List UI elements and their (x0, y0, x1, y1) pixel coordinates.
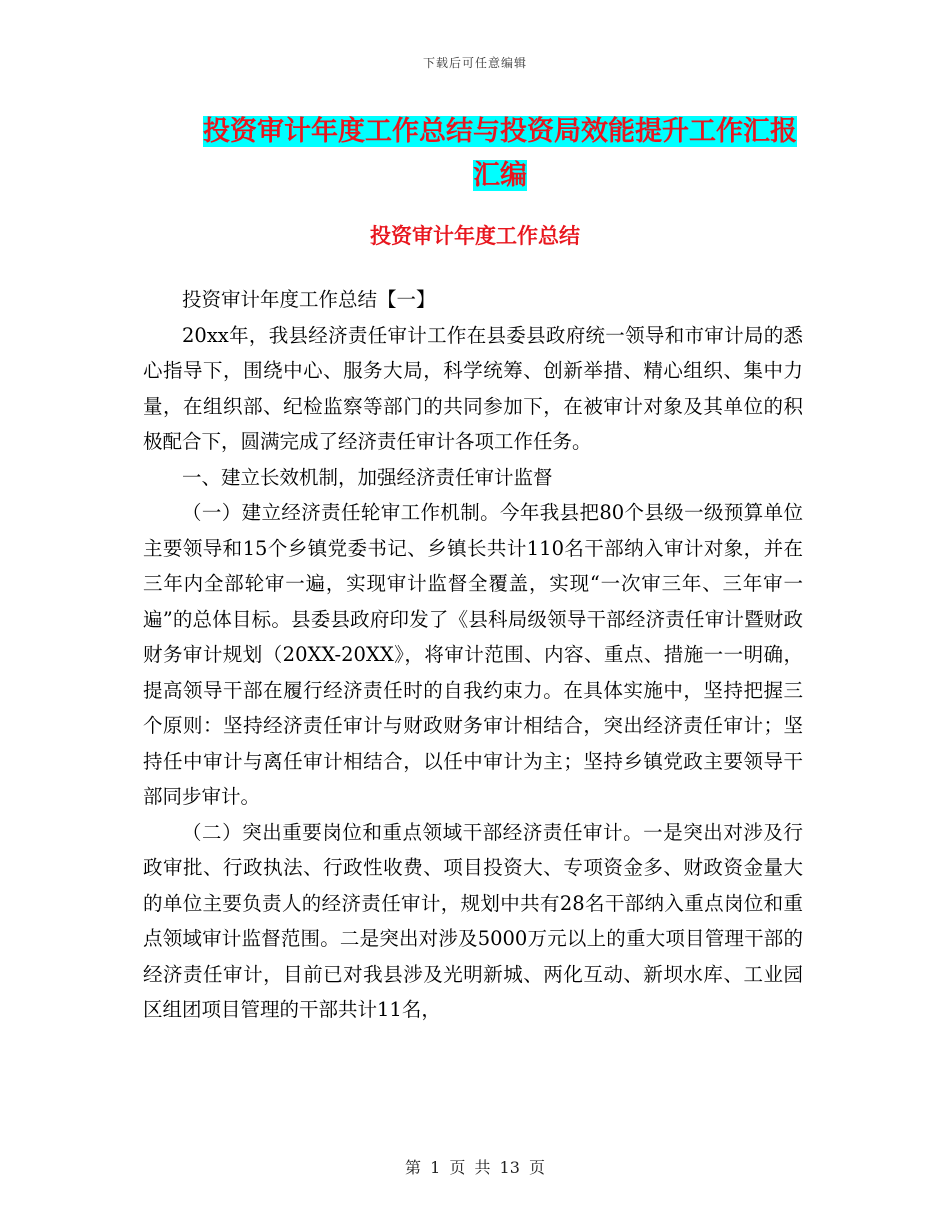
paragraph: （二）突出重要岗位和重点领域干部经济责任审计。一是突出对涉及行政审批、行政执法、行政性收费、项目投资大、专项资金多、财政资金量大的单位主要负责人的经济责任审计，规划中共有28名干部纳入重点岗位和重点领域审计监督范围。二是突出对涉及5000万元以上的重大项目管理干部的经济责任审计，目前已对我县涉及光明新城、两化互动、新坝水库、工业园区组团项目管理的干部共计11名， (143, 820, 803, 1021)
document-title (190, 110, 810, 198)
paragraph-heading: 一、建立长效机制，加强经济责任审计监督 (182, 465, 553, 489)
section-title: 投资审计年度工作总结 (370, 224, 580, 248)
paragraph-subheading: 投资审计年度工作总结【一】 (182, 288, 436, 311)
document-title-text: 投资审计年度工作总结与投资局效能提升工作汇报汇编 (203, 116, 797, 191)
document-body (143, 282, 803, 1028)
paragraph: 20xx年，我县经济责任审计工作在县委县政府统一领导和市审计局的悉心指导下，围绕中心、服务大局，科学统筹、创新举措、精心组织、集中力量，在组织部、纪检监察等部门的共同参加下，在被审计对象及其单位的积极配合下，圆满完成了经济责任审计各项工作任务。 (143, 323, 803, 453)
page-header-note: 下载后可任意编辑 (422, 56, 527, 70)
page-number: 第 1 页 共 13 页 (405, 1158, 545, 1177)
paragraph: （一）建立经济责任轮审工作机制。今年我县把80个县级一级预算单位主要领导和15个乡镇党委书记、乡镇长共计110名干部纳入审计对象，并在三年内全部轮审一遍，实现审计监督全覆盖，实现“一次审三年、三年审一遍”的总体目标。县委县政府印发了《县科局级领导干部经济责任审计暨财政财务审计规划（20XX-20XX》，将审计范围、内容、重点、措施一一明确，提高领导干部在履行经济责任时的自我约束力。在具体实施中，坚持把握三个原则：坚持经济责任审计与财政财务审计相结合，突出经济责任审计；坚持任中审计与离任审计相结合，以任中审计为主；坚持乡镇党政主要领导干部同步审计。 (143, 501, 803, 808)
